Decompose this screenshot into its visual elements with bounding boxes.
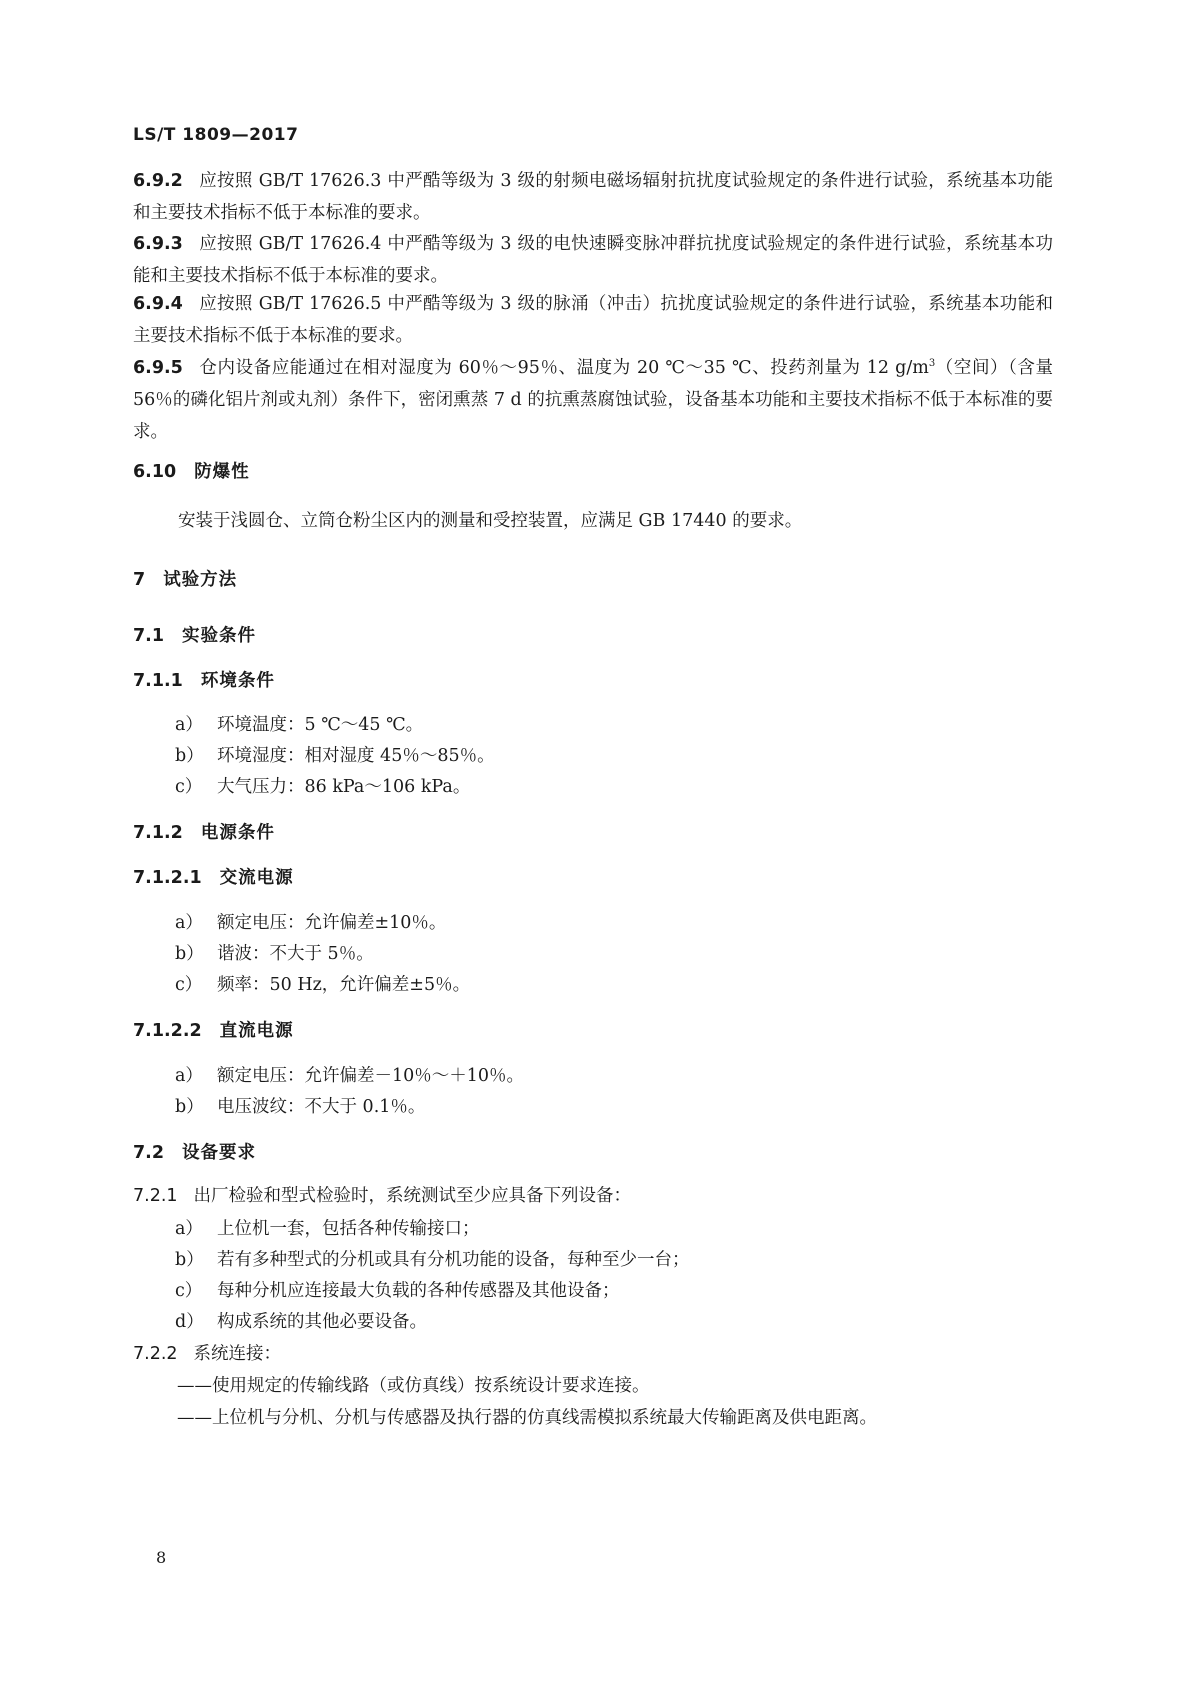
heading-7-1-2 <box>133 819 275 844</box>
heading-7-1-1 <box>133 667 275 692</box>
list-marker: b） <box>175 944 204 964</box>
list-item <box>175 1246 690 1271</box>
clause-6-10-text: 安装于浅圆仓、立筒仓粉尘区内的测量和受控装置，应满足 GB 17440 的要求。 <box>178 511 803 531</box>
clause-number: 6.9.5 <box>133 357 183 378</box>
dash-item: ——上位机与分机、分机与传感器及执行器的仿真线需模拟系统最大传输距离及供电距离。 <box>177 1408 877 1428</box>
heading-7-1 <box>133 622 256 647</box>
list-text: 大气压力：86 kPa～106 kPa。 <box>217 777 471 797</box>
heading-number: 7 <box>133 570 146 590</box>
list-marker: b） <box>175 746 204 766</box>
heading-title: 试验方法 <box>163 570 238 590</box>
list-text: 若有多种型式的分机或具有分机功能的设备，每种至少一台； <box>217 1250 690 1270</box>
list-text: 构成系统的其他必要设备。 <box>217 1312 427 1332</box>
clause-6-9-2 <box>133 165 1053 229</box>
list-item <box>175 1308 427 1333</box>
heading-title: 防爆性 <box>194 462 250 482</box>
clause-text: 出厂检验和型式检验时，系统测试至少应具备下列设备： <box>193 1186 632 1206</box>
heading-number: 7.1 <box>133 626 165 646</box>
list-item <box>175 971 470 996</box>
heading-title: 电源条件 <box>200 823 275 843</box>
clause-7-2-1 <box>133 1180 1053 1212</box>
superscript: 3 <box>928 358 936 369</box>
clause-number: 6.9.4 <box>133 294 183 314</box>
list-item <box>175 773 470 798</box>
clause-7-2-2 <box>133 1338 1053 1370</box>
list-item <box>175 711 423 736</box>
heading-7-1-2-1 <box>133 864 294 889</box>
heading-number: 7.2 <box>133 1143 165 1163</box>
dash-item: ——使用规定的传输线路（或仿真线）按系统设计要求连接。 <box>177 1376 650 1396</box>
clause-text: 应按照 GB/T 17626.5 中严酷等级为 3 级的脉涌（冲击）抗扰度试验规定的条件进行试验，系统基本功能和主要技术指标不低于本标准的要求。 <box>133 294 1053 346</box>
clause-6-9-5 <box>133 348 1053 448</box>
heading-number: 7.1.2 <box>133 823 183 843</box>
list-item <box>175 940 374 965</box>
heading-title: 环境条件 <box>200 671 275 691</box>
heading-7 <box>133 566 237 591</box>
heading-7-2 <box>133 1139 256 1164</box>
list-text: 额定电压：允许偏差－10％～＋10％。 <box>217 1066 525 1086</box>
clause-6-9-4 <box>133 288 1053 352</box>
clause-number: 6.9.2 <box>133 171 183 191</box>
list-item <box>175 1093 425 1118</box>
list-marker: b） <box>175 1097 204 1117</box>
list-text: 谐波：不大于 5％。 <box>217 944 374 964</box>
clause-text-a: 仓内设备应能通过在相对湿度为 60％～95％、温度为 20 ℃～35 ℃、投药剂量为 12 g/m <box>198 357 929 378</box>
clause-number: 6.9.3 <box>133 234 183 254</box>
list-text: 环境湿度：相对湿度 45％～85％。 <box>217 746 495 766</box>
standard-code-header: LS/T 1809—2017 <box>133 125 299 145</box>
list-item <box>175 1215 480 1240</box>
list-text: 额定电压：允许偏差±10％。 <box>217 913 447 933</box>
list-marker: b） <box>175 1250 204 1270</box>
list-item <box>175 909 446 934</box>
heading-title: 交流电源 <box>219 868 294 888</box>
clause-6-9-3 <box>133 228 1053 292</box>
clause-text: 应按照 GB/T 17626.3 中严酷等级为 3 级的射频电磁场辐射抗扰度试验规定的条件进行试验，系统基本功能和主要技术指标不低于本标准的要求。 <box>133 171 1053 223</box>
list-text: 频率：50 Hz，允许偏差±5％。 <box>217 975 471 995</box>
heading-number: 7.1.1 <box>133 671 183 691</box>
heading-number: 6.10 <box>133 462 177 482</box>
list-marker: a） <box>175 913 203 933</box>
list-marker: c） <box>175 975 203 995</box>
list-marker: c） <box>175 1281 203 1301</box>
heading-6-10 <box>133 458 250 483</box>
list-marker: c） <box>175 777 203 797</box>
list-item <box>175 1277 620 1302</box>
list-text: 上位机一套，包括各种传输接口； <box>217 1219 480 1239</box>
clause-text: 应按照 GB/T 17626.4 中严酷等级为 3 级的电快速瞬变脉冲群抗扰度试验规定的条件进行试验，系统基本功能和主要技术指标不低于本标准的要求。 <box>133 234 1053 286</box>
heading-7-1-2-2 <box>133 1017 294 1042</box>
clause-text-b: （空间）（含量 56％的磷化铝片剂或丸剂）条件下，密闭熏蒸 7 d 的抗熏蒸腐蚀试验，设备基本功能和主要技术指标不低于本标准的要求。 <box>133 357 1053 442</box>
list-marker: d） <box>175 1312 204 1332</box>
heading-number: 7.1.2.2 <box>133 1021 202 1041</box>
list-marker: a） <box>175 1066 203 1086</box>
list-text: 电压波纹：不大于 0.1％。 <box>217 1097 426 1117</box>
list-text: 每种分机应连接最大负载的各种传感器及其他设备； <box>217 1281 620 1301</box>
heading-title: 直流电源 <box>219 1021 294 1041</box>
list-text: 环境温度：5 ℃～45 ℃。 <box>217 715 424 735</box>
heading-title: 设备要求 <box>182 1143 257 1163</box>
list-item <box>175 742 495 767</box>
list-marker: a） <box>175 715 203 735</box>
page-number: 8 <box>156 1548 167 1567</box>
clause-number: 7.2.1 <box>133 1186 178 1206</box>
clause-number: 7.2.2 <box>133 1344 178 1364</box>
clause-text: 系统连接： <box>193 1344 282 1364</box>
list-marker: a） <box>175 1219 203 1239</box>
heading-title: 实验条件 <box>182 626 257 646</box>
heading-number: 7.1.2.1 <box>133 868 202 888</box>
list-item <box>175 1062 524 1087</box>
